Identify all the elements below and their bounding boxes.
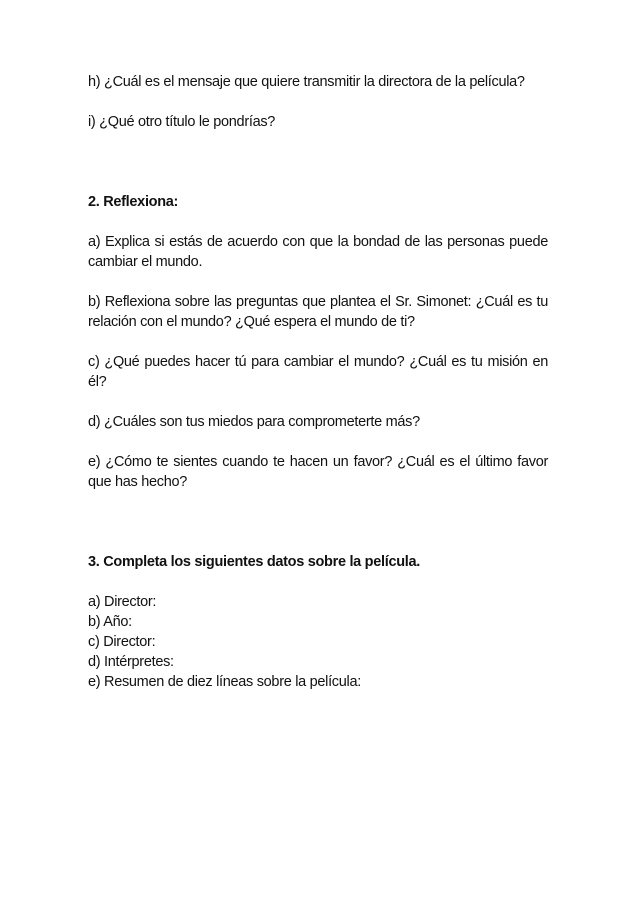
section-2-item-a: a) Explica si estás de acuerdo con que la bondad de las personas puede cambiar el mundo. [88,234,548,270]
section-3-heading: 3. Completa los siguientes datos sobre la película. [88,554,420,570]
section-3-item-b: b) Año: [88,614,132,630]
question-h: h) ¿Cuál es el mensaje que quiere transmitir la directora de la película? [88,74,525,90]
section-3-item-d: d) Intérpretes: [88,654,174,670]
section-2-item-c: c) ¿Qué puedes hacer tú para cambiar el mundo? ¿Cuál es tu misión en él? [88,354,548,390]
section-3-list [88,592,548,692]
section-2-item-e: e) ¿Cómo te sientes cuando te hacen un favor? ¿Cuál es el último favor que has hecho? [88,454,548,490]
section-3-item-a: a) Director: [88,594,157,610]
section-2-item-b: b) Reflexiona sobre las preguntas que plantea el Sr. Simonet: ¿Cuál es tu relación con el mundo? ¿Qué espera el mundo de ti? [88,294,548,330]
section-3-item-c: c) Director: [88,634,156,650]
section-2-heading: 2. Reflexiona: [88,194,179,210]
document-page [88,72,548,692]
question-i: i) ¿Qué otro título le pondrías? [88,114,276,130]
section-2-item-d: d) ¿Cuáles son tus miedos para comprometerte más? [88,414,420,430]
section-3-item-e: e) Resumen de diez líneas sobre la película: [88,674,361,690]
